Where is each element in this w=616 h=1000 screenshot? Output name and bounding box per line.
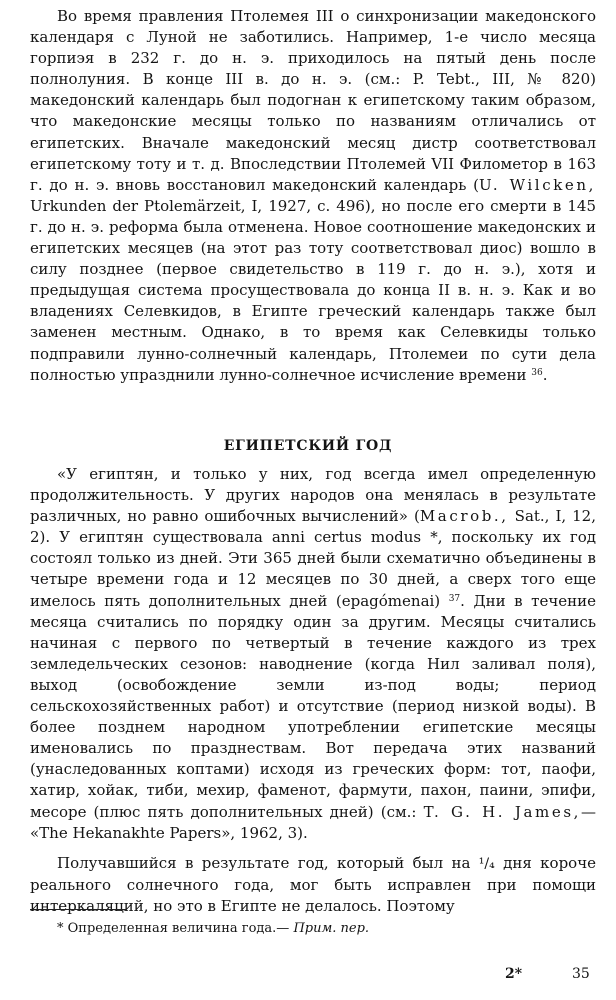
author-name: U. Wilcken, <box>479 175 596 194</box>
text-run: Получавшийся в результате год, который был на <box>57 854 479 872</box>
text-run: . Дни в течение месяца считались по порядку один за другим. Месяцы считались начиная с первого по четвертый в течение каждого из трех земледельческих сезонов: наводнение (когда Нил заливал поля), выход (освобождение земли из-под воды; период сельскохозяйственных работ) и отсутствие (период низкой воды). В более позднем народном употреблении египетские месяцы именовались по празднествам. Вот передача этих названий (унаследованных коптами) исходя из греческих форм: тот, паофи, хатир, хойак, тиби, мехир, фаменот, фармути, пахон, паини, эпифи, месоре (плюс пять дополнительных дней) (см.: <box>30 591 596 821</box>
author-name: Macrob., <box>419 507 509 526</box>
text-run: Sat., I, 12, 2). У египтян существовала anni certus modus *, поскольку их год состоял только из дней. Эти 365 дней были схематично объединены в четыре времени года и 12 месяцев по 30 дней, а сверх того еще имелось пять дополнительных дней (epagómenai) <box>30 507 596 610</box>
author-name: T. G. H. James, <box>423 802 581 821</box>
paragraph-ptolemaic-calendar: Во время правления Птолемея III о синхронизации македонского календаря с Луной не заботились. Например, 1-е число месяца горпиэя в 232 г. до н. э. приходилось на пятый день после полнолуния. В конце III в. до н. э. (см.: P. Tebt., III, № 820) македонский календарь был подогнан к египетскому таким образом, что македонские месяцы только по названиям отличались от египетских. Вначале македонский месяц дистр соответствовал египетскому тоту и т. д. Впоследствии Птолемей VII Филометор в 163 г. до н. э. вновь восстановил македонский календарь (U. Wilcken, Urkunden der Ptolemärzeit, I, 1927, с. 496), но после его смерти в 145 г. до н. э. реформа была отменена. Новое соотношение македонских и египетских месяцев (на этот раз тоту соответствовал диос) вошло в силу позднее (первое свидетельство в 119 г. до н. э.), хотя и предыдущая система просуществовала до конца II в. н. э. Как и во владениях Селевкидов, в Египте греческий календарь также был заменен местным. Однако, в то время как Селевкиды только подправили лунно-солнечный календарь, Птолемеи по сути дела полностью упразднили лунно-солнечное исчисление времени $^{36}$. <box>30 7 596 384</box>
translator-note: Прим. пер. <box>293 921 370 936</box>
section-heading: ЕГИПЕТСКИЙ ГОД <box>223 438 393 454</box>
footnote-ref-36: 36 <box>531 367 543 378</box>
page-number: 35 <box>572 966 590 982</box>
footnote-ref-37: 37 <box>448 593 461 604</box>
text-run: Urkunden der Ptolemärzeit, I, 1927, с. 496), но после его смерти в 145 г. до н. э. реформа была отменена. Новое соотношение македонских и египетских месяцев (на этот раз тоту соответствовал диос) вошло в силу позднее (первое свидетельство в 119 г. до н. э.), хотя и предыдущая система просуществовала до конца II в. н. э. Как и во владениях Селевкидов, в Египте греческий календарь также был заменен местным. Однако, в то время как Селевкиды только подправили лунно-солнечный календарь, Птолемеи по сути дела полностью упразднили лунно-солнечное исчисление времени <box>30 196 596 384</box>
footnote-divider <box>30 909 126 910</box>
text-run: — «The Hekanakhte Papers», 1962, 3). <box>30 802 596 842</box>
fraction: ¹/₄ <box>478 856 495 872</box>
text-run: Во время правления Птолемея III о синхронизации македонского календаря с Луной не заботились. Например, 1-е число месяца горпиэя в 232 г. до н. э. приходилось на пятый день после полнолуния. В конце III в. до н. э. (см.: P. Tebt., III, № 820) македонский календарь был подогнан к египетскому таким образом, что македонские месяцы только по названиям отличались от египетских. Вначале македонский месяц дистр соответствовал египетскому тоту и т. д. Впоследствии Птолемей VII Филометор в 163 г. до н. э. вновь восстановил македонский календарь ( <box>30 7 596 194</box>
text-run: дня короче реального солнечного года, мог быть исправлен при помощи интеркаляций, но это в Египте не делалось. Поэтому <box>30 854 596 916</box>
footnote <box>30 920 596 938</box>
signature-mark: 2* <box>505 966 523 982</box>
paragraph-egyptian-year <box>30 464 596 844</box>
footnote-text: * Определенная величина года.— <box>57 921 294 936</box>
text-run: «У египтян, и только у них, год всегда имел определенную продолжительность. У других народов она менялась в результате различных, но равно ошибочных вычислений» ( <box>30 465 596 526</box>
paragraph-intercalation <box>30 853 596 917</box>
